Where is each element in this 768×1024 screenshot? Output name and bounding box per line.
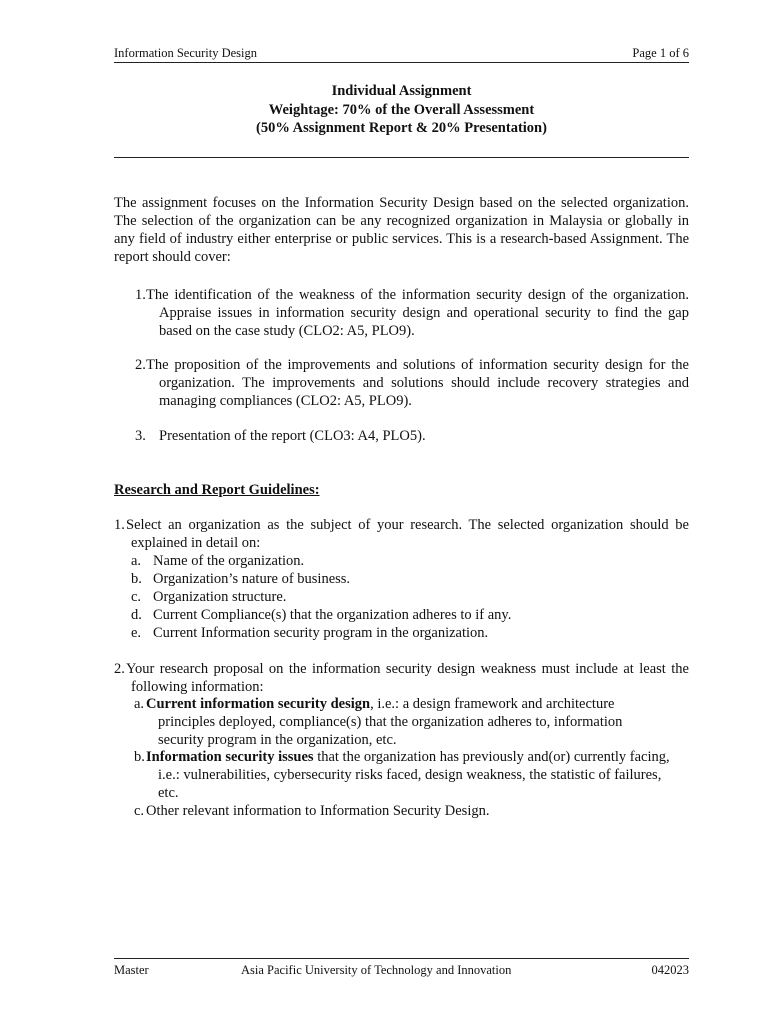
guideline-2-text: Your research proposal on the information security design weakness must include at least the following information: [126, 661, 689, 695]
guideline-2-sub-a-body: , i.e.: a design framework and architecture principles deployed, compliance(s) that the organization adheres to, information security program in the organization, etc. [158, 696, 623, 748]
guideline-2-sub-c-label: c. [134, 803, 145, 819]
guideline-2-sub-b-body: that the organization has previously and(or) currently facing, i.e.: vulnerabilities, cybersecurity risks faced, design weakness, the statistic of failures, etc. [158, 749, 670, 801]
guideline-2-sub-a-bold: Current information security design [146, 696, 371, 712]
guideline-2-number: 2. [114, 661, 125, 677]
guideline-1-sub-b-label: b. [131, 571, 142, 587]
assignment-weightage: Weightage: 70% of the Overall Assessment [268, 101, 535, 118]
guideline-1-sub-c-text: Organization structure. [153, 589, 287, 605]
guideline-1-number: 1. [114, 517, 125, 533]
cover-item-1-number: 1. [135, 287, 146, 303]
guideline-1-sub-a-label: a. [131, 553, 142, 569]
cover-item-2-text: The proposition of the improvements and solutions of information security design for the organization. The improvements and solutions should include recovery strategies and managing compliances (CLO2: A5, PLO9). [146, 357, 689, 409]
assignment-title: Individual Assignment [331, 83, 472, 99]
guideline-2-sub-b-label: b. [134, 749, 145, 765]
guideline-1-text: Select an organization as the subject of your research. The selected organization should be explained in detail on: [126, 517, 689, 551]
assignment-title-block [114, 82, 689, 138]
assignment-breakdown: (50% Assignment Report & 20% Presentation) [256, 120, 547, 136]
guideline-2-sub-a-label: a. [134, 696, 145, 712]
header-course-title: Information Security Design [114, 46, 258, 60]
guideline-1-sub-d-label: d. [131, 607, 142, 623]
intro-paragraph: The assignment focuses on the Information Security Design based on the selected organization. The selection of the organization can be any recognized organization in Malaysia or globally in any field of industry either enterprise or public services. This is a research-based Assignment. The report should cover: [114, 195, 689, 265]
guideline-2-sub-c-text: Other relevant information to Information Security Design. [146, 803, 490, 819]
header-page-number: Page 1 of 6 [632, 46, 689, 60]
guideline-1-sub-a-text: Name of the organization. [153, 553, 305, 569]
title-divider [114, 157, 689, 158]
guideline-1-sub-e-text: Current Information security program in the organization. [153, 625, 489, 641]
guideline-1-sub-e-label: e. [131, 625, 142, 641]
cover-item-1-text: The identification of the weakness of the information security design of the organization. Appraise issues in information security design and operational security to find the gap based on the case study (CLO2: A5, PLO9). [146, 287, 689, 339]
footer-code: 042023 [651, 963, 689, 977]
guideline-1-sub-d-text: Current Compliance(s) that the organization adheres to if any. [153, 607, 512, 623]
page-header [114, 45, 689, 62]
guidelines-heading: Research and Report Guidelines: [114, 482, 320, 498]
header-divider [114, 62, 689, 63]
footer-version: Master [114, 963, 149, 977]
guideline-1-sub-c-label: c. [131, 589, 142, 605]
cover-item-2-number: 2. [135, 357, 146, 373]
page-footer [114, 962, 689, 979]
guideline-2-sub-a-text [146, 695, 663, 749]
guideline-1-sub-b-text: Organization’s nature of business. [153, 571, 351, 587]
cover-item-3-text: Presentation of the report (CLO3: A4, PLO5). [159, 428, 426, 444]
guideline-2-sub-b-bold: Information security issues [146, 749, 314, 765]
cover-item-3-number: 3. [135, 428, 146, 444]
guideline-2-sub-b-text [146, 748, 678, 802]
footer-institution: Asia Pacific University of Technology and Innovation [241, 963, 512, 977]
footer-divider [114, 958, 689, 959]
